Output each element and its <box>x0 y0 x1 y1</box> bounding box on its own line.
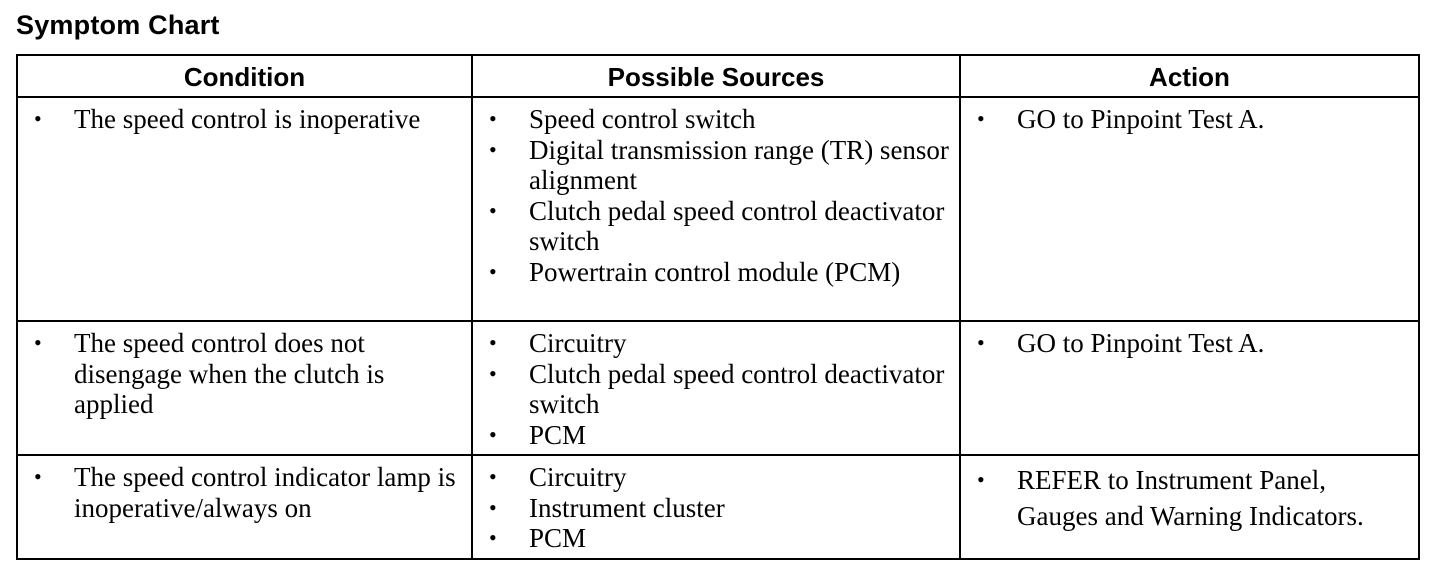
header-possible-sources: Possible Sources <box>472 55 960 97</box>
list-item <box>485 462 951 493</box>
sources-cell <box>472 455 960 559</box>
action-cell <box>960 455 1419 559</box>
bullet-icon: • <box>977 106 985 131</box>
bullet-icon: • <box>489 494 497 520</box>
bullet-icon: • <box>489 330 497 355</box>
list-item <box>485 257 951 288</box>
bullet-icon: • <box>34 330 42 355</box>
source-text: Speed control switch <box>529 104 756 134</box>
action-cell <box>960 321 1419 455</box>
header-action: Action <box>960 55 1419 97</box>
symptom-chart-table <box>16 54 1420 560</box>
table-row <box>17 321 1419 455</box>
action-cell <box>960 97 1419 321</box>
bullet-icon: • <box>489 360 497 386</box>
sources-cell <box>472 97 960 321</box>
sources-cell <box>472 321 960 455</box>
source-text: Circuitry <box>529 328 627 358</box>
source-text: Digital transmission range (TR) sensor alignment <box>529 134 949 195</box>
list-item <box>973 104 1410 135</box>
header-row <box>17 55 1419 97</box>
list-item <box>485 359 951 420</box>
bullet-icon: • <box>489 106 497 131</box>
bullet-icon: • <box>489 136 497 162</box>
source-text: PCM <box>529 419 587 450</box>
condition-cell <box>17 321 472 455</box>
condition-text: The speed control indicator lamp is inoperative/always on <box>74 462 456 523</box>
bullet-icon: • <box>977 467 985 492</box>
list-item <box>973 462 1410 534</box>
list-item <box>485 420 951 451</box>
table-row <box>17 97 1419 321</box>
list-item <box>485 104 951 135</box>
list-item <box>30 104 463 135</box>
list-item <box>30 462 463 523</box>
source-text: Instrument cluster <box>529 492 725 523</box>
list-item <box>973 328 1410 359</box>
condition-cell <box>17 455 472 559</box>
bullet-icon: • <box>489 258 497 284</box>
action-text: GO to Pinpoint Test A. <box>1017 328 1265 358</box>
table-row <box>17 455 1419 559</box>
bullet-icon: • <box>34 106 42 131</box>
bullet-icon: • <box>489 525 497 550</box>
action-text: GO to Pinpoint Test A. <box>1017 104 1265 134</box>
bullet-icon: • <box>489 197 497 223</box>
list-item <box>30 328 463 420</box>
condition-text: The speed control is inoperative <box>74 104 421 134</box>
list-item <box>485 328 951 359</box>
list-item <box>485 135 951 196</box>
source-text: Clutch pedal speed control deactivator switch <box>529 195 945 256</box>
condition-cell <box>17 97 472 321</box>
list-item <box>485 196 951 257</box>
bullet-icon: • <box>489 464 497 489</box>
condition-text: The speed control does not disengage when the clutch is applied <box>74 328 385 419</box>
source-text: Circuitry <box>529 462 627 492</box>
bullet-icon: • <box>489 421 497 447</box>
header-condition: Condition <box>17 55 472 97</box>
source-text: PCM <box>529 523 587 553</box>
list-item <box>485 493 951 524</box>
source-text: Powertrain control module (PCM) <box>529 256 901 287</box>
bullet-icon: • <box>34 464 42 489</box>
source-text: Clutch pedal speed control deactivator switch <box>529 358 945 419</box>
page-title: Symptom Chart <box>16 10 220 40</box>
list-item <box>485 523 951 554</box>
action-text: REFER to Instrument Panel, Gauges and Warning Indicators. <box>1017 465 1364 531</box>
bullet-icon: • <box>977 330 985 355</box>
